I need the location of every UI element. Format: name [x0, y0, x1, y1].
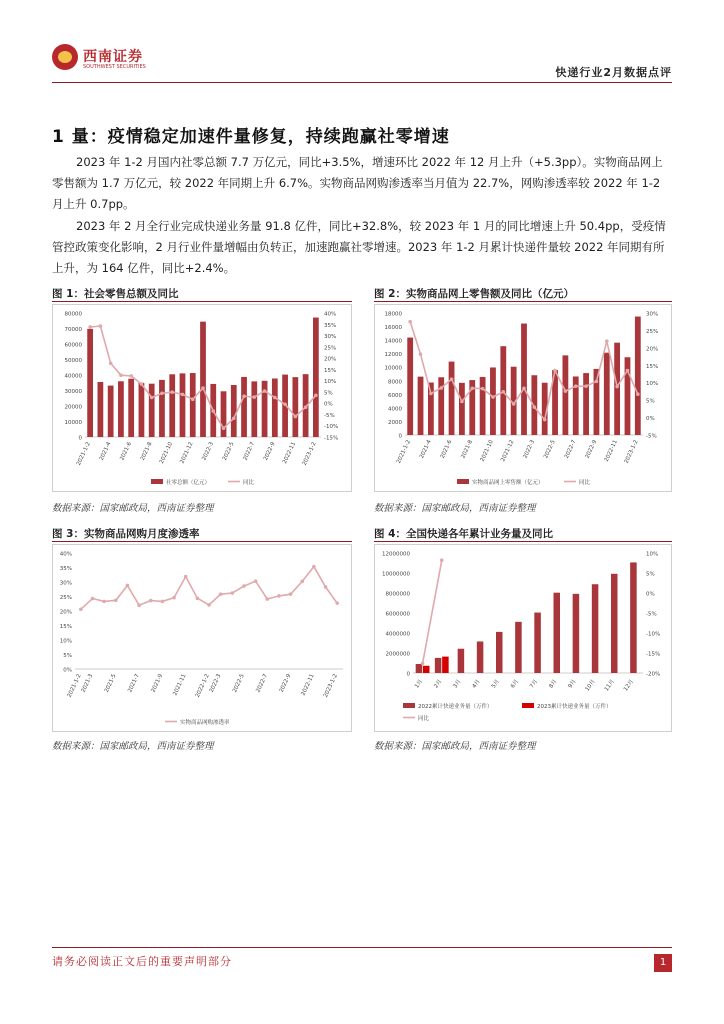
- bar: [241, 377, 247, 437]
- chart-online-retail: [375, 305, 671, 491]
- figure-4-title: 图 4：全国快递各年累计业务量及同比: [374, 528, 553, 540]
- yoy-point: [470, 386, 474, 390]
- footer-divider: [52, 947, 672, 948]
- penetration-point: [149, 599, 153, 603]
- y-tick-label-right: 0%: [324, 401, 333, 408]
- x-tick-label: 2023-1-2: [623, 439, 640, 465]
- x-tick-label: 7月: [529, 678, 540, 690]
- x-tick-label: 2022-11: [282, 441, 298, 465]
- bar: [521, 324, 527, 435]
- bar-2022: [477, 641, 484, 673]
- legend-swatch: [522, 703, 534, 708]
- y-tick-label-left: 10000: [384, 365, 402, 372]
- yoy-point: [491, 395, 495, 399]
- x-tick-label: 2022-3: [208, 673, 223, 694]
- y-tick-label-right: 15%: [646, 363, 659, 370]
- penetration-point: [335, 601, 339, 605]
- bar: [490, 367, 496, 435]
- bar: [459, 383, 465, 435]
- x-tick-label: 2021-7: [127, 673, 141, 694]
- bar-2022: [534, 613, 541, 673]
- penetration-point: [254, 579, 258, 583]
- y-tick-label-right: 25%: [646, 328, 659, 335]
- x-tick-label: 2022-3: [201, 441, 216, 462]
- x-tick-label: 2021-11: [172, 673, 188, 697]
- paragraph-express: 2023 年 2 月全行业完成快递业务量 91.8 亿件，同比+32.8%，较 2023 年 1 月的同比增速上升 50.4pp，受疫情管控政策变化影响，2 月行业件量增幅由负转正，加速跑赢社零增速。2023 年 1-2 月累计快递件量较 2022 年同期有所上升，为 164 亿件，同比+2.4%。: [52, 219, 666, 275]
- chart-social-retail: [53, 305, 351, 491]
- company-logo: [52, 44, 152, 76]
- y-tick-label-right: 20%: [646, 346, 659, 353]
- penetration-point: [161, 600, 165, 604]
- bar-2022: [416, 664, 423, 673]
- yoy-point: [150, 396, 154, 400]
- bar: [200, 322, 206, 437]
- bar: [583, 373, 589, 435]
- figure-4-chart: [374, 544, 672, 732]
- bar: [635, 317, 641, 435]
- penetration-point: [300, 580, 304, 584]
- x-tick-label: 8月: [548, 678, 559, 690]
- y-tick-label-left: 70000: [64, 327, 82, 333]
- y-tick-label-left: 80000: [64, 311, 82, 318]
- x-tick-label: 3月: [452, 678, 463, 690]
- yoy-point: [605, 339, 609, 343]
- figure-1-rule: [52, 301, 352, 302]
- x-tick-label: 11月: [603, 678, 616, 693]
- yoy-point: [140, 382, 144, 386]
- x-tick-label: 4月: [471, 678, 482, 690]
- bar: [98, 382, 104, 437]
- y-tick-label-right: 10%: [646, 551, 659, 558]
- yoy-point: [294, 415, 298, 419]
- yoy-point: [564, 389, 568, 393]
- legend-label: 实物商品网上零售额（亿元）: [472, 480, 544, 486]
- x-tick-label: 2022-7: [255, 673, 270, 694]
- figure-2-chart: [374, 304, 672, 492]
- yoy-point: [283, 403, 287, 407]
- penetration-point: [219, 592, 223, 596]
- bar: [251, 381, 257, 437]
- figure-2-title: 图 2：实物商品网上零售额及同比（亿元）: [374, 288, 574, 300]
- legend-swatch: [457, 479, 469, 484]
- bar: [118, 381, 124, 437]
- yoy-point: [191, 398, 195, 402]
- x-tick-label: 2022-5: [232, 673, 246, 694]
- legend-label: 实物商品网购渗透率: [180, 720, 230, 726]
- x-tick-label: 10月: [584, 678, 597, 693]
- bar: [149, 384, 155, 437]
- x-tick-label: 2021-12: [179, 441, 195, 465]
- y-tick-label-left: 0: [406, 671, 410, 678]
- legend-label: 同比: [418, 716, 430, 722]
- yoy-point: [222, 426, 226, 430]
- y-tick-label-left: 15%: [59, 624, 72, 630]
- yoy-point: [129, 374, 133, 378]
- y-tick-label-right: 30%: [646, 311, 659, 318]
- yoy-point: [408, 320, 412, 324]
- x-tick-label: 2021-8: [460, 439, 475, 460]
- y-tick-label-left: 50000: [64, 358, 82, 364]
- x-tick-label: 2022-5: [221, 441, 236, 462]
- chart-express-volume: [375, 545, 671, 731]
- yoy-point: [119, 373, 123, 377]
- legend-label: 2022累计快递业务量（万件）: [418, 704, 493, 710]
- x-tick-label: 2021-4: [98, 441, 113, 462]
- yoy-point: [304, 405, 308, 409]
- yoy-point: [211, 409, 215, 413]
- yoy-point: [615, 385, 619, 389]
- y-tick-label-right: 10%: [324, 379, 337, 386]
- y-tick-label-right: 20%: [324, 356, 337, 363]
- y-tick-label-left: 12000: [384, 352, 402, 359]
- figure-2-source: 数据来源：国家邮政局，西南证券整理: [374, 503, 536, 514]
- bar: [87, 329, 93, 437]
- x-tick-label: 2021-6: [119, 441, 133, 462]
- x-tick-label: 2022-3: [522, 439, 537, 460]
- x-tick-label: 2021-12: [500, 439, 516, 463]
- bar: [449, 362, 455, 435]
- yoy-point: [502, 390, 506, 394]
- penetration-point: [196, 596, 200, 600]
- y-tick-label-left: 4000000: [385, 631, 410, 638]
- bar: [231, 385, 237, 437]
- yoy-point: [636, 392, 640, 396]
- y-tick-label-right: 25%: [324, 345, 337, 352]
- y-tick-label-left: 4000: [388, 406, 402, 413]
- yoy-point: [99, 324, 103, 328]
- yoy-point: [543, 418, 547, 422]
- yoy-point: [512, 402, 516, 406]
- y-tick-label-left: 10000000: [382, 571, 410, 578]
- penetration-point: [102, 600, 106, 604]
- bar: [159, 380, 165, 437]
- figure-4-source: 数据来源：国家邮政局，西南证券整理: [374, 741, 536, 752]
- y-tick-label-left: 25%: [59, 595, 72, 601]
- x-tick-label: 2021-1-2: [395, 439, 412, 465]
- figure-3-title: 图 3：实物商品网购月度渗透率: [52, 528, 200, 540]
- x-tick-label: 5月: [490, 678, 501, 690]
- x-tick-label: 2023-1-2: [322, 673, 339, 699]
- legend-label: 社零总额（亿元）: [166, 480, 211, 486]
- y-tick-label-left: 10000: [64, 420, 82, 426]
- bar-2023: [423, 666, 430, 673]
- yoy-point: [584, 384, 588, 388]
- x-tick-label: 2021-9: [150, 673, 165, 694]
- yoy-point: [160, 391, 164, 395]
- yoy-point: [88, 325, 92, 329]
- bar-2022: [553, 593, 560, 673]
- yoy-point: [181, 393, 185, 397]
- bar: [108, 386, 114, 437]
- yoy-point: [460, 400, 464, 404]
- yoy-point: [201, 386, 205, 390]
- footer-disclaimer: 请务必阅读正文后的重要声明部分: [52, 955, 232, 968]
- logo-mark-icon: [52, 44, 78, 70]
- y-tick-label-left: 6000: [388, 392, 402, 399]
- bar: [562, 355, 568, 435]
- yoy-point: [242, 394, 246, 398]
- penetration-point: [289, 592, 293, 596]
- penetration-point: [277, 594, 281, 598]
- bar-2022: [573, 594, 580, 673]
- y-tick-label-left: 20%: [59, 609, 72, 616]
- x-tick-label: 2022-9: [262, 441, 277, 462]
- figure-2-rule: [374, 301, 672, 302]
- legend-swatch: [403, 703, 415, 708]
- bar: [407, 338, 413, 435]
- chart-penetration: [53, 545, 351, 731]
- x-tick-label: 1月: [414, 678, 425, 690]
- y-tick-label-right: 5%: [324, 390, 333, 397]
- figure-1-source: 数据来源：国家邮政局，西南证券整理: [52, 503, 214, 514]
- yoy-point: [253, 395, 257, 399]
- y-tick-label-left: 16000: [384, 325, 402, 332]
- y-tick-label-right: 5%: [646, 571, 655, 578]
- y-tick-label-right: 0%: [646, 591, 655, 598]
- y-tick-label-left: 60000: [64, 342, 82, 349]
- y-tick-label-right: -10%: [324, 424, 339, 431]
- bar: [221, 391, 227, 437]
- y-tick-label-right: 40%: [324, 311, 337, 318]
- penetration-point: [126, 584, 130, 588]
- bar-2022: [630, 562, 637, 673]
- y-tick-label-left: 8000000: [385, 591, 410, 598]
- yoy-point: [440, 558, 444, 562]
- legend-label: 同比: [579, 480, 591, 486]
- figure-4-rule: [374, 541, 672, 542]
- penetration-line: [81, 567, 337, 610]
- yoy-point: [439, 386, 443, 390]
- x-tick-label: 2022-7: [563, 439, 578, 460]
- x-tick-label: 2021-6: [439, 439, 454, 460]
- y-tick-label-left: 18000: [384, 311, 402, 318]
- x-tick-label: 2022-11: [300, 673, 316, 697]
- y-tick-label-left: 14000: [384, 338, 402, 345]
- x-tick-label: 2021-3: [80, 673, 95, 694]
- x-tick-label: 2022-9: [584, 439, 599, 460]
- y-tick-label-right: -5%: [324, 412, 335, 419]
- y-tick-label-left: 40000: [64, 373, 82, 380]
- yoy-point: [109, 361, 113, 365]
- figure-3-chart: [52, 544, 352, 732]
- bar: [128, 379, 134, 437]
- y-tick-label-left: 30%: [59, 580, 72, 587]
- yoy-point: [522, 386, 526, 390]
- yoy-point: [170, 390, 174, 394]
- y-tick-label-left: 2000: [388, 419, 402, 426]
- y-tick-label-right: -5%: [646, 611, 657, 618]
- yoy-point: [626, 369, 630, 373]
- y-tick-label-right: -15%: [646, 651, 661, 658]
- penetration-point: [207, 603, 211, 607]
- x-tick-label: 2021-8: [139, 441, 154, 462]
- bar: [614, 343, 620, 435]
- yoy-point: [273, 396, 277, 400]
- y-tick-label-right: 30%: [324, 334, 337, 341]
- yoy-line: [423, 560, 442, 663]
- page-number: 1: [654, 954, 672, 972]
- x-tick-label: 2022-5: [543, 439, 557, 460]
- x-tick-label: 2022-11: [603, 439, 619, 463]
- y-tick-label-right: -15%: [324, 435, 339, 442]
- yoy-point: [421, 662, 425, 666]
- bar-2022: [592, 584, 599, 673]
- x-tick-label: 2021-1-2: [66, 673, 83, 699]
- y-tick-label-right: 5%: [646, 398, 655, 405]
- x-tick-label: 2021-10: [479, 439, 495, 463]
- report-title: 快递行业2月数据点评: [555, 66, 672, 79]
- y-tick-label-right: 15%: [324, 367, 337, 374]
- bar: [169, 374, 175, 437]
- y-tick-label-left: 6000000: [385, 611, 410, 618]
- x-tick-label: 6月: [509, 678, 521, 690]
- yoy-point: [574, 384, 578, 388]
- x-tick-label: 2022-1-2: [194, 673, 211, 699]
- logo-chinese-name: 西南证券: [83, 49, 143, 65]
- bar: [480, 377, 486, 435]
- penetration-point: [324, 585, 328, 589]
- y-tick-label-right: -5%: [646, 433, 657, 440]
- header-divider: [52, 82, 672, 83]
- bar: [272, 378, 278, 437]
- yoy-point: [533, 405, 537, 409]
- bar: [139, 383, 145, 437]
- x-tick-label: 2022-7: [242, 441, 257, 462]
- penetration-point: [137, 603, 141, 607]
- bar-2022: [435, 658, 442, 673]
- logo-english-name: SOUTHWEST SECURITIES: [83, 64, 146, 70]
- y-tick-label-left: 40%: [59, 551, 72, 558]
- y-tick-label-right: -20%: [646, 671, 661, 678]
- y-tick-label-left: 0: [398, 433, 402, 440]
- penetration-point: [312, 565, 316, 569]
- paragraph-retail: 2023 年 1-2 月国内社零总额 7.7 万亿元，同比+3.5%，增速环比 2022 年 12 月上升（+5.3pp）。实物商品网上零售额为 1.7 万亿元，较 2022 年同期上升 6.7%。实物商品网购渗透率当月值为 22.7%，网购渗透率较 2022 年 1-2 月上升 0.7pp。: [52, 155, 663, 211]
- yoy-point: [481, 387, 485, 391]
- x-tick-label: 2022-9: [278, 673, 293, 694]
- bar-2022: [496, 632, 503, 673]
- penetration-point: [172, 596, 176, 600]
- y-tick-label-left: 12000000: [382, 551, 410, 558]
- figure-1-title: 图 1：社会零售总额及同比: [52, 288, 179, 300]
- x-tick-label: 12月: [622, 678, 636, 693]
- figure-1-chart: [52, 304, 352, 492]
- legend-label: 2023累计快递业务量（万件）: [537, 704, 612, 710]
- bar: [190, 373, 196, 437]
- penetration-point: [265, 597, 269, 601]
- bar-2023: [442, 657, 449, 673]
- yoy-point: [450, 377, 454, 381]
- legend-swatch: [151, 479, 163, 484]
- section-title: 1 量：疫情稳定加速件量修复，持续跑赢社零增速: [52, 127, 450, 147]
- yoy-point: [419, 352, 423, 356]
- bar-2022: [458, 649, 465, 673]
- penetration-point: [242, 584, 246, 588]
- y-tick-label-left: 5%: [63, 653, 72, 659]
- penetration-point: [79, 607, 83, 611]
- yoy-point: [232, 416, 236, 420]
- bar-2022: [611, 574, 618, 673]
- penetration-point: [231, 591, 235, 595]
- figure-3-rule: [52, 541, 352, 542]
- x-tick-label: 2021-10: [158, 441, 175, 465]
- y-tick-label-right: 0%: [646, 416, 655, 423]
- yoy-point: [553, 369, 557, 373]
- y-tick-label-left: 0: [78, 435, 82, 442]
- yoy-point: [429, 392, 433, 396]
- penetration-point: [114, 598, 118, 602]
- x-tick-label: 9月: [567, 678, 578, 690]
- yoy-point: [263, 389, 267, 393]
- yoy-point: [314, 393, 318, 397]
- x-tick-label: 2021-5: [103, 673, 118, 694]
- x-tick-label: 2021-1-2: [75, 441, 92, 467]
- bar: [418, 377, 424, 435]
- y-tick-label-right: 10%: [646, 381, 659, 388]
- bar: [292, 377, 298, 437]
- x-tick-label: 2月: [433, 678, 444, 690]
- bar-2022: [515, 622, 522, 673]
- y-tick-label-left: 0%: [63, 667, 72, 674]
- bar: [313, 318, 319, 437]
- bar: [604, 353, 610, 435]
- y-tick-label-right: -10%: [646, 631, 661, 638]
- penetration-point: [184, 575, 188, 579]
- y-tick-label-left: 30000: [64, 389, 82, 395]
- penetration-point: [91, 597, 95, 601]
- figure-3-source: 数据来源：国家邮政局，西南证券整理: [52, 741, 214, 752]
- legend-label: 同比: [243, 480, 255, 486]
- y-tick-label-left: 35%: [59, 566, 72, 572]
- y-tick-label-left: 20000: [64, 404, 82, 411]
- x-tick-label: 2021-4: [419, 439, 433, 460]
- bar: [180, 373, 186, 437]
- y-tick-label-right: 35%: [324, 322, 337, 329]
- y-tick-label-left: 2000000: [385, 651, 410, 658]
- y-tick-label-left: 8000: [388, 379, 402, 386]
- y-tick-label-left: 10%: [59, 638, 72, 645]
- x-tick-label: 2023-1-2: [301, 441, 318, 467]
- yoy-point: [595, 380, 599, 384]
